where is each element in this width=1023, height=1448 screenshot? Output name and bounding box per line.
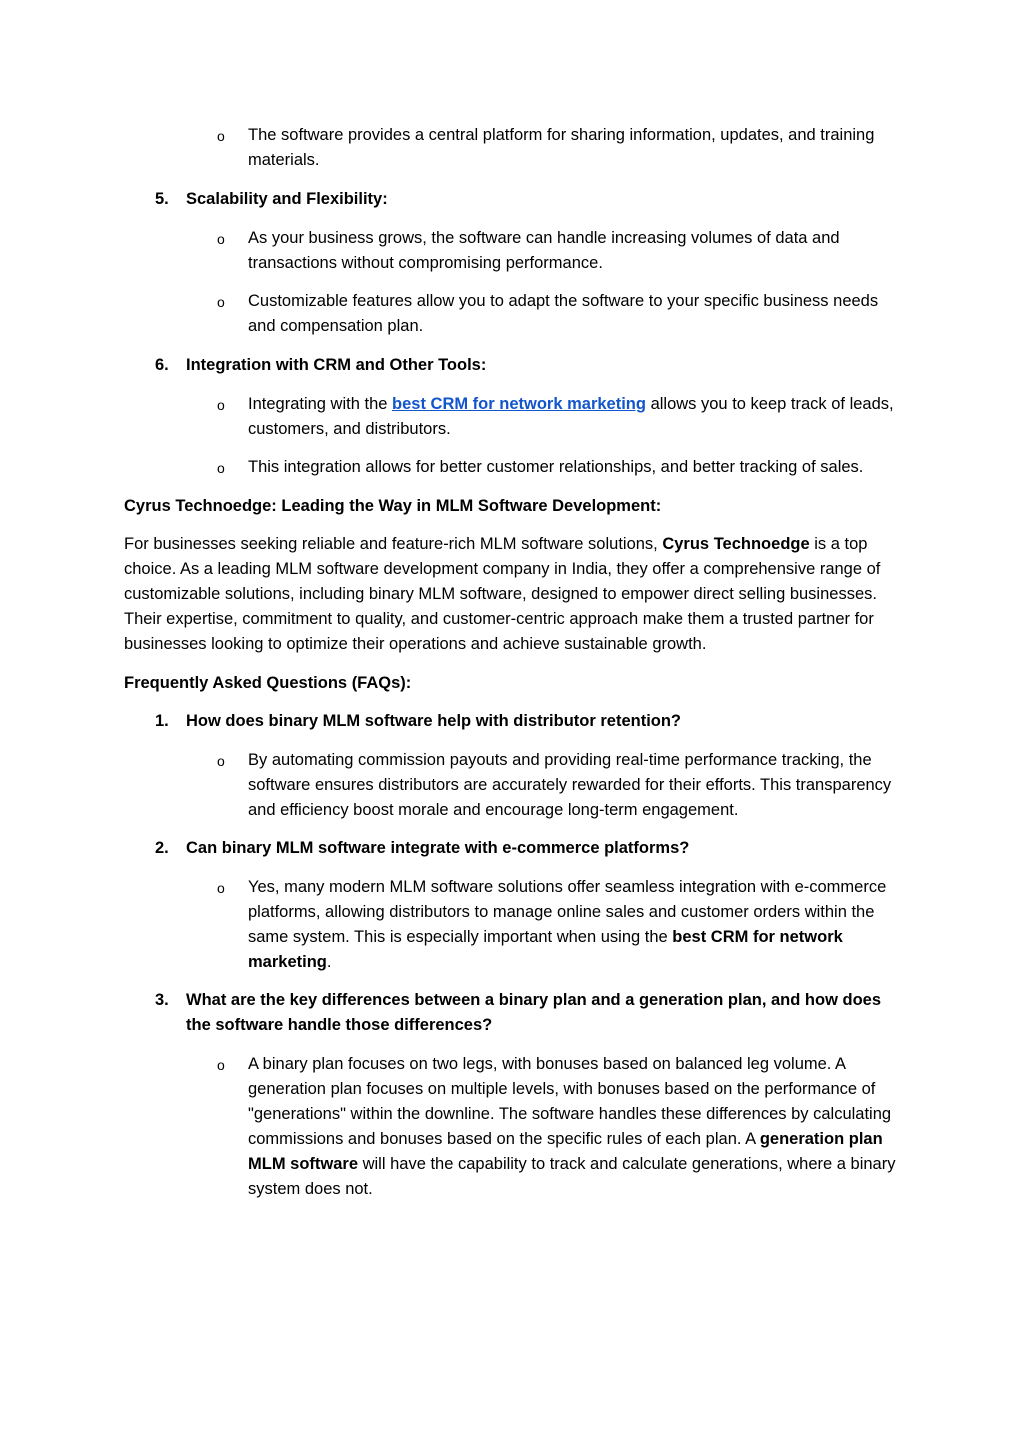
text-run: Yes, many modern MLM software solutions offer seamless integration with e-commerce platforms, allowing distributors to manage online sales and customer orders within the same system. This is especially important when using the — [248, 878, 887, 946]
faq-question: What are the key differences between a binary plan and a generation plan, and how does the software handle those differences? — [186, 991, 881, 1034]
list-bullet: o — [217, 1057, 225, 1073]
list-item: This integration allows for better customer relationships, and better tracking of sales. — [248, 458, 864, 476]
text-run: For businesses seeking reliable and feature-rich MLM software solutions, — [124, 535, 663, 553]
list-bullet: o — [217, 753, 225, 769]
list-bullet: o — [217, 128, 225, 144]
crm-link[interactable]: best CRM for network marketing — [392, 395, 646, 413]
list-number: 2. — [155, 839, 169, 857]
list-number: 3. — [155, 991, 169, 1009]
list-bullet: o — [217, 460, 225, 476]
list-item: As your business grows, the software can handle increasing volumes of data and transactions without compromising performance. — [248, 229, 840, 272]
list-item — [248, 392, 903, 442]
section-title: Scalability and Flexibility: — [186, 190, 388, 208]
faq-answer — [248, 1052, 903, 1202]
paragraph — [124, 532, 904, 657]
list-bullet: o — [217, 231, 225, 247]
list-bullet: o — [217, 880, 225, 896]
faq-question: Can binary MLM software integrate with e-commerce platforms? — [186, 839, 690, 857]
list-number: 6. — [155, 356, 169, 374]
list-bullet: o — [217, 294, 225, 310]
company-name: Cyrus Technoedge — [662, 535, 810, 553]
text-run: allows you to keep track of leads, customers, and distributors. — [248, 395, 894, 438]
list-item: Customizable features allow you to adapt the software to your specific business needs and compensation plan. — [248, 292, 879, 335]
list-number: 1. — [155, 712, 169, 730]
list-number: 5. — [155, 190, 169, 208]
section-heading: Frequently Asked Questions (FAQs): — [124, 674, 412, 692]
list-bullet: o — [217, 397, 225, 413]
section-heading: Cyrus Technoedge: Leading the Way in MLM Software Development: — [124, 497, 662, 515]
faq-answer — [248, 875, 903, 975]
bold-phrase: generation plan MLM software — [248, 1130, 883, 1173]
text-run: Integrating with the — [248, 395, 393, 413]
list-item: The software provides a central platform for sharing information, updates, and training materials. — [248, 126, 875, 169]
text-run: will have the capability to track and calculate generations, where a binary system does not. — [248, 1155, 896, 1198]
bold-phrase: best CRM for network marketing — [248, 928, 843, 971]
text-run: A binary plan focuses on two legs, with bonuses based on balanced leg volume. A generation plan focuses on multiple levels, with bonuses based on the performance of "generations" within the downline. The software handles these differences by calculating commissions and bonuses based on the specific rules of each plan. A — [248, 1055, 892, 1148]
text-run: . — [326, 953, 332, 971]
section-title: Integration with CRM and Other Tools: — [186, 356, 487, 374]
faq-question: How does binary MLM software help with distributor retention? — [186, 712, 682, 730]
faq-answer: By automating commission payouts and providing real-time performance tracking, the software ensures distributors are accurately rewarded for their efforts. This transparency and efficiency boost morale and encourage long-term engagement. — [248, 751, 892, 819]
text-run: is a top choice. As a leading MLM software development company in India, they offer a comprehensive range of customizable solutions, including binary MLM software, designed to empower direct selling businesses. Their expertise, commitment to quality, and customer-centric approach make them a trusted partner for businesses looking to optimize their operations and achieve sustainable growth. — [124, 535, 881, 653]
